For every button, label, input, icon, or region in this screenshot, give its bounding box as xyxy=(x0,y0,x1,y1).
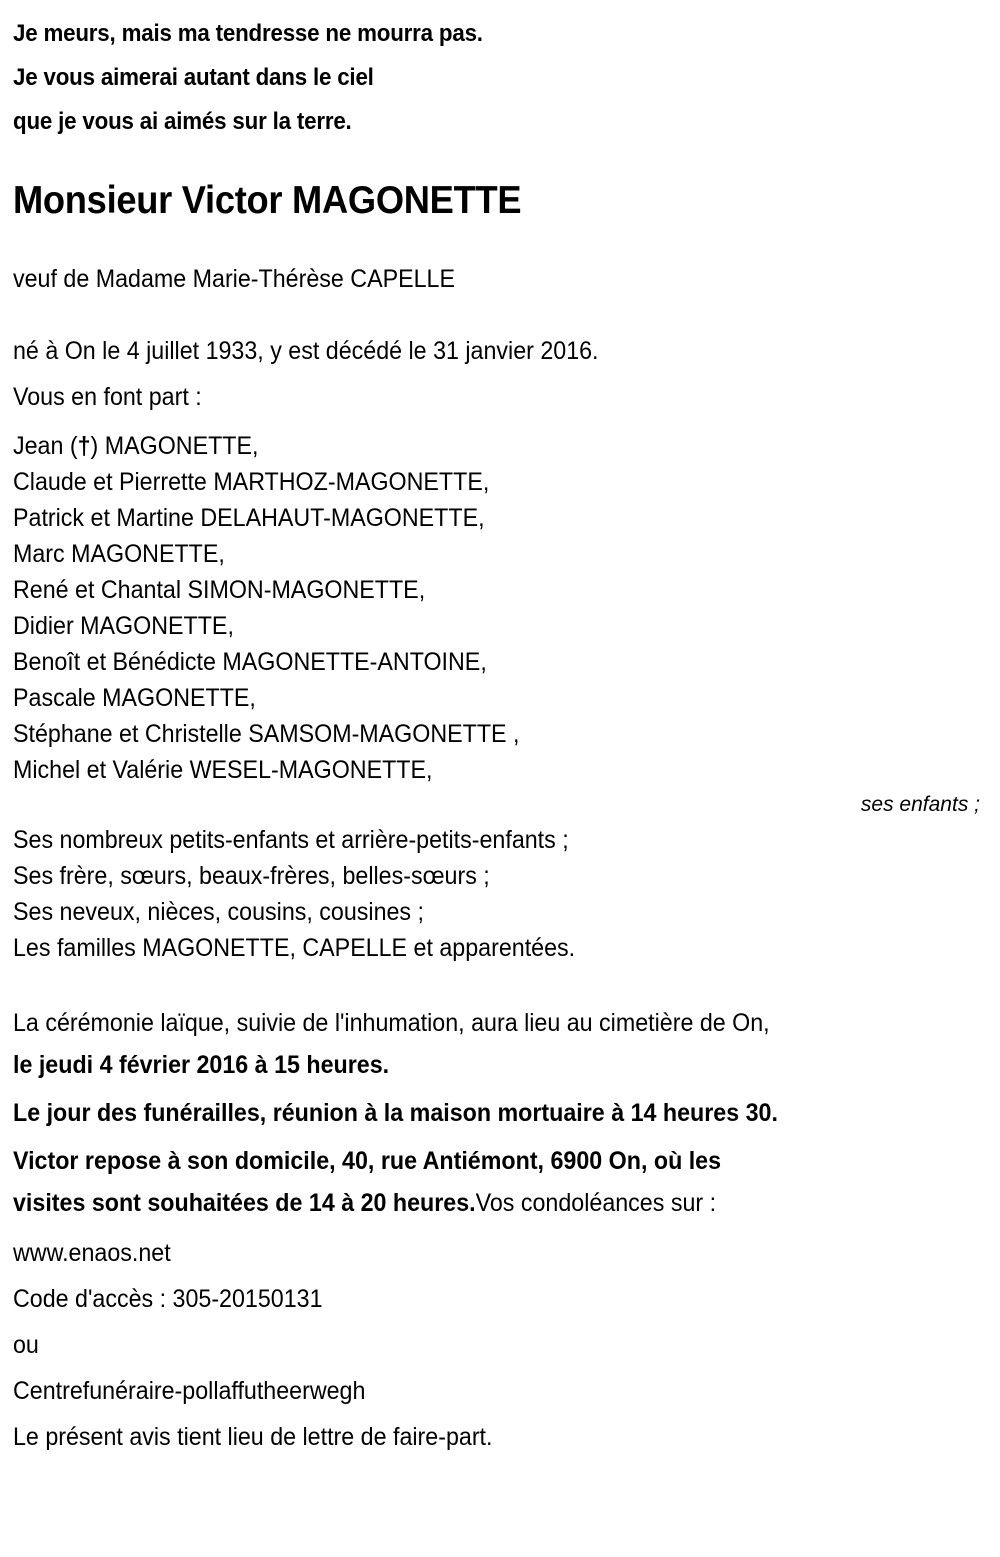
spouse-line: veuf de Madame Marie-Thérèse CAPELLE xyxy=(13,265,455,293)
children-caption: ses enfants ; xyxy=(860,793,980,816)
list-item xyxy=(13,428,918,464)
epitaph-line-3: que je vous ai aimés sur la terre. xyxy=(13,108,352,135)
epitaph-line-1: Je meurs, mais ma tendresse ne mourra pas. xyxy=(13,20,483,47)
list-item: Michel et Valérie WESEL-MAGONETTE, xyxy=(13,756,433,784)
relatives-block xyxy=(13,822,986,966)
epitaph-block xyxy=(13,12,986,144)
funeral-home-name: Centrefunéraire-pollaffutheerwegh xyxy=(13,1377,366,1405)
child-name-suffix: ) MAGONETTE, xyxy=(90,432,259,460)
list-item: Didier MAGONETTE, xyxy=(13,612,234,640)
website-link[interactable]: www.enaos.net xyxy=(13,1239,171,1267)
list-item: Pascale MAGONETTE, xyxy=(13,684,256,712)
list-item: Ses frère, sœurs, beaux-frères, belles-sœurs ; xyxy=(13,862,490,890)
repose-line-1: Victor repose à son domicile, 40, rue Antiémont, 6900 On, où les xyxy=(13,1147,722,1175)
list-item: Benoît et Bénédicte MAGONETTE-ANTOINE, xyxy=(13,648,487,676)
list-item: Ses nombreux petits-enfants et arrière-petits-enfants ; xyxy=(13,826,569,854)
deceased-name: Monsieur Victor MAGONETTE xyxy=(13,179,522,222)
child-name-prefix: Jean ( xyxy=(13,432,78,460)
list-item: Marc MAGONETTE, xyxy=(13,540,225,568)
ceremony-block xyxy=(13,1002,986,1224)
deceased-dagger-icon: † xyxy=(77,432,91,460)
list-item: Patrick et Martine DELAHAUT-MAGONETTE, xyxy=(13,504,485,532)
children-list xyxy=(13,428,986,788)
legal-notice: Le présent avis tient lieu de lettre de faire-part. xyxy=(13,1423,493,1451)
birth-death-line: né à On le 4 juillet 1933, y est décédé le 31 janvier 2016. xyxy=(13,337,599,365)
list-item: Stéphane et Christelle SAMSOM-MAGONETTE , xyxy=(13,720,520,748)
access-code: Code d'accès : 305-20150131 xyxy=(13,1285,323,1313)
ceremony-gathering: Le jour des funérailles, réunion à la maison mortuaire à 14 heures 30. xyxy=(13,1099,778,1127)
or-separator: ou xyxy=(13,1331,39,1359)
repose-line-2 xyxy=(13,1182,918,1224)
ceremony-datetime: le jeudi 4 février 2016 à 15 heures. xyxy=(13,1051,390,1079)
footer-block xyxy=(13,1230,986,1460)
list-item: Ses neveux, nièces, cousins, cousines ; xyxy=(13,898,424,926)
list-item: Claude et Pierrette MARTHOZ-MAGONETTE, xyxy=(13,468,490,496)
list-item: Les familles MAGONETTE, CAPELLE et apparentées. xyxy=(13,934,576,962)
announce-line: Vous en font part : xyxy=(13,383,202,411)
ceremony-intro: La cérémonie laïque, suivie de l'inhumation, aura lieu au cimetière de On, xyxy=(13,1009,770,1037)
epitaph-line-2: Je vous aimerai autant dans le ciel xyxy=(13,64,374,91)
repose-line-2-bold: visites sont souhaitées de 14 à 20 heures. xyxy=(13,1189,476,1217)
list-item: René et Chantal SIMON-MAGONETTE, xyxy=(13,576,426,604)
condolences-prompt: Vos condoléances sur : xyxy=(475,1189,717,1217)
